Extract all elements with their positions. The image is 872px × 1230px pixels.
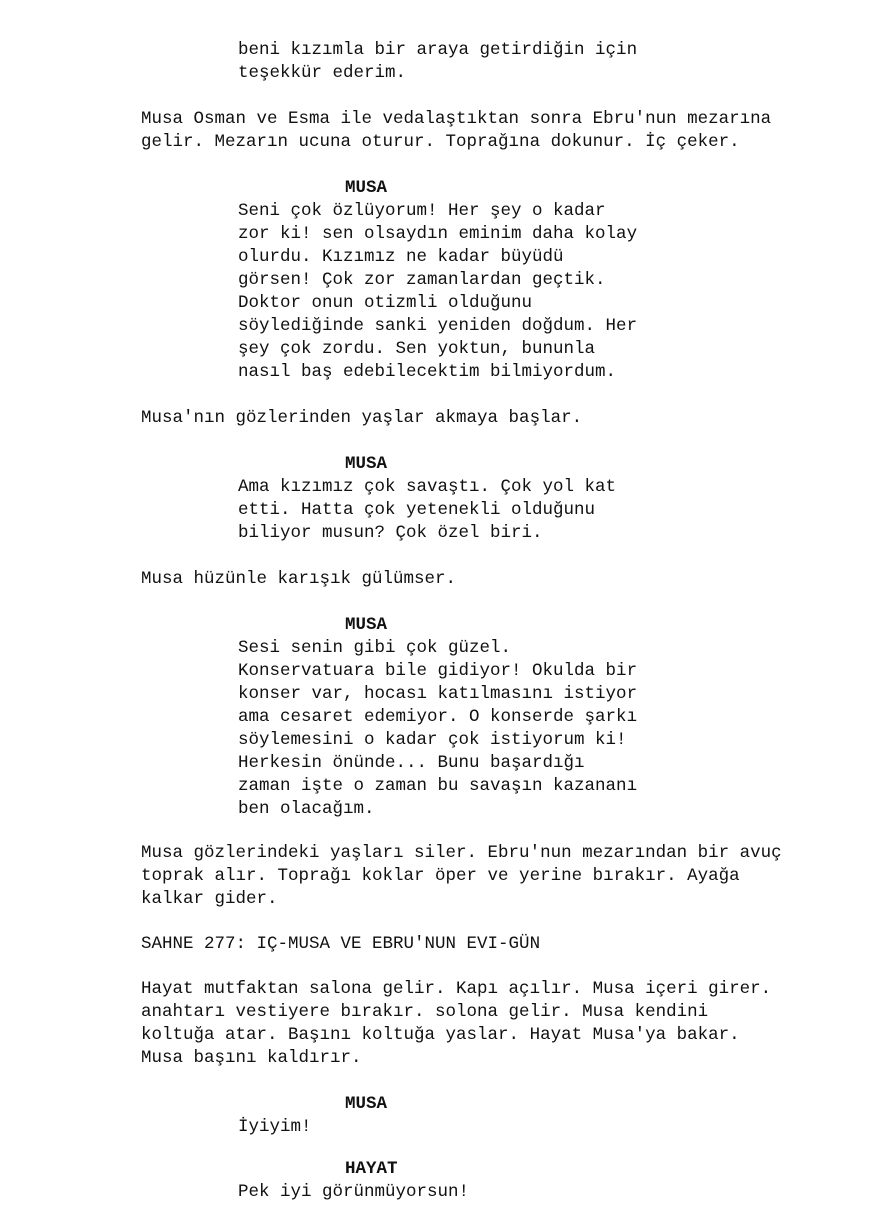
action-line: Musa Osman ve Esma ile vedalaştıktan sonra Ebru'nun mezarına: [141, 109, 772, 129]
dialogue-line: teşekkür ederim.: [238, 63, 407, 83]
action-line: Hayat mutfaktan salona gelir. Kapı açılır. Musa içeri girer.: [141, 979, 772, 999]
dialogue-line: Seni çok özlüyorum! Her şey o kadar: [238, 201, 606, 221]
dialogue-line: biliyor musun? Çok özel biri.: [238, 523, 543, 543]
dialogue-line: Ama kızımız çok savaştı. Çok yol kat: [238, 477, 617, 497]
dialogue-line: söylediğinde sanki yeniden doğdum. Her: [238, 316, 638, 336]
dialogue-line: Konservatuara bile gidiyor! Okulda bir: [238, 661, 638, 681]
dialogue-line: zaman işte o zaman bu savaşın kazananı: [238, 776, 638, 796]
action-line: gelir. Mezarın ucuna oturur. Toprağına dokunur. İç çeker.: [141, 132, 740, 152]
character-name: MUSA: [345, 1094, 388, 1114]
dialogue-line: nasıl baş edebilecektim bilmiyordum.: [238, 362, 617, 382]
scene-heading: SAHNE 277: IÇ-MUSA VE EBRU'NUN EVI-GÜN: [141, 934, 541, 954]
character-name: HAYAT: [345, 1159, 398, 1179]
action-line: koltuğa atar. Başını koltuğa yaslar. Hayat Musa'ya bakar.: [141, 1025, 740, 1045]
action-line: anahtarı vestiyere bırakır. solona gelir. Musa kendini: [141, 1002, 709, 1022]
action-line: Musa'nın gözlerinden yaşlar akmaya başlar.: [141, 408, 583, 428]
dialogue-line: görsen! Çok zor zamanlardan geçtik.: [238, 270, 606, 290]
dialogue-line: Doktor onun otizmli olduğunu: [238, 293, 533, 313]
action-line: Musa başını kaldırır.: [141, 1048, 362, 1068]
action-line: Musa hüzünle karışık gülümser.: [141, 569, 457, 589]
dialogue-line: Sesi senin gibi çok güzel.: [238, 638, 512, 658]
dialogue-line: ben olacağım.: [238, 799, 375, 819]
dialogue-line: Herkesin önünde... Bunu başardığı: [238, 753, 585, 773]
character-name: MUSA: [345, 454, 388, 474]
character-name: MUSA: [345, 615, 388, 635]
dialogue-line: Pek iyi görünmüyorsun!: [238, 1182, 470, 1202]
character-name: MUSA: [345, 178, 388, 198]
dialogue-line: İyiyim!: [238, 1117, 312, 1137]
dialogue-line: konser var, hocası katılmasını istiyor: [238, 684, 638, 704]
action-line: toprak alır. Toprağı koklar öper ve yerine bırakır. Ayağa: [141, 866, 740, 886]
action-line: kalkar gider.: [141, 889, 278, 909]
dialogue-line: ama cesaret edemiyor. O konserde şarkı: [238, 707, 638, 727]
dialogue-line: olurdu. Kızımız ne kadar büyüdü: [238, 247, 564, 267]
action-line: Musa gözlerindeki yaşları siler. Ebru'nun mezarından bir avuç: [141, 843, 782, 863]
dialogue-line: söylemesini o kadar çok istiyorum ki!: [238, 730, 627, 750]
dialogue-line: etti. Hatta çok yetenekli olduğunu: [238, 500, 596, 520]
dialogue-line: şey çok zordu. Sen yoktun, bununla: [238, 339, 596, 359]
dialogue-line: beni kızımla bir araya getirdiğin için: [238, 40, 638, 60]
dialogue-line: zor ki! sen olsaydın eminim daha kolay: [238, 224, 638, 244]
